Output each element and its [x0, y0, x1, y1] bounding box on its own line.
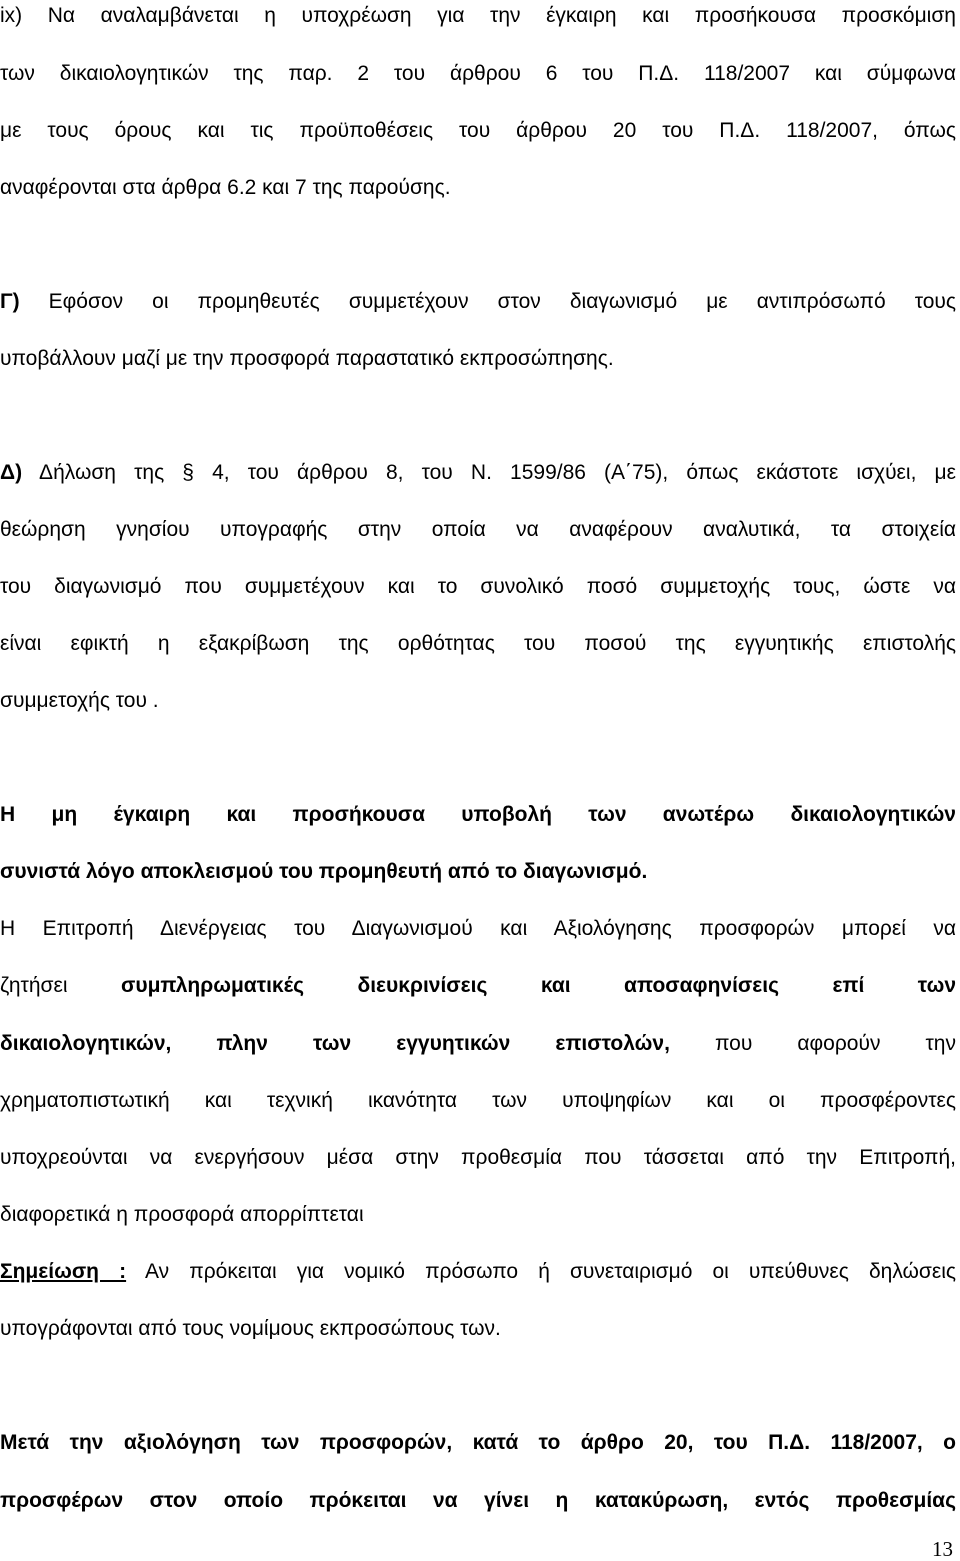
section-d-line-2: θεώρηση γνησίου υπογραφής στην οποία να αναφέρουν αναλυτικά, τα στοιχεία — [0, 518, 956, 541]
committee-line-2-plain: ζητήσει — [0, 974, 121, 997]
section-g-line-1 — [0, 289, 956, 315]
note-line-2: υπογράφονται από τους νομίμους εκπροσώπους των. — [0, 1317, 501, 1340]
note-label: Σημείωση : — [0, 1260, 127, 1283]
committee-line-2-bold: συμπληρωματικές διευκρινίσεις και αποσαφηνίσεις επί των — [120, 974, 956, 997]
committee-line-3 — [0, 1031, 956, 1057]
section-g-text: Εφόσον οι προμηθευτές συμμετέχουν στον διαγωνισμό με αντιπρόσωπό τους — [19, 290, 956, 313]
section-d-text: Δήλωση της § 4, του άρθρου 8, του Ν. 1599/86 (Α΄75), όπως εκάστοτε ισχύει, με — [22, 461, 956, 484]
after-eval-line-2: προσφέρων στον οποίο πρόκειται να γίνει η κατακύρωση, εντός προθεσμίας — [0, 1489, 956, 1512]
committee-line-5: υποχρεούνται να ενεργήσουν μέσα στην προθεσμία που τάσσεται από την Επιτροπή, — [0, 1146, 956, 1169]
section-d-line-4: είναι εφικτή η εξακρίβωση της ορθότητας του ποσού της εγγυητικής επιστολής — [0, 632, 956, 655]
committee-line-2 — [0, 973, 956, 999]
committee-line-1: Η Επιτροπή Διενέργειας του Διαγωνισμού και Αξιολόγησης προσφορών μπορεί να — [0, 917, 956, 940]
item-ix-line-1: ix) Να αναλαμβάνεται η υποχρέωση για την έγκαιρη και προσήκουσα προσκόμιση — [0, 4, 956, 27]
note-text: Αν πρόκειται για νομικό πρόσωπο ή συνεταιρισμό οι υπεύθυνες δηλώσεις — [126, 1260, 957, 1283]
item-ix-line-4: αναφέρονται στα άρθρα 6.2 και 7 της παρούσης. — [0, 176, 451, 199]
after-eval-line-1: Μετά την αξιολόγηση των προσφορών, κατά το άρθρο 20, του Π.Δ. 118/2007, ο — [0, 1431, 956, 1454]
exclusion-line-1: Η μη έγκαιρη και προσήκουσα υποβολή των ανωτέρω δικαιολογητικών — [0, 803, 956, 826]
section-d-line-1 — [0, 460, 956, 486]
exclusion-line-2: συνιστά λόγο αποκλεισμού του προμηθευτή από το διαγωνισμό. — [0, 860, 648, 883]
committee-line-4: χρηματοπιστωτική και τεχνική ικανότητα των υποψηφίων και οι προσφέροντες — [0, 1089, 956, 1112]
section-g-line-2: υποβάλλουν μαζί με την προσφορά παραστατικό εκπροσώπησης. — [0, 347, 614, 370]
item-ix-line-3: με τους όρους και τις προϋποθέσεις του άρθρου 20 του Π.Δ. 118/2007, όπως — [0, 119, 956, 142]
committee-line-3-plain: που αφορούν την — [669, 1032, 956, 1055]
section-g-label: Γ) — [0, 290, 20, 313]
committee-line-3-bold: δικαιολογητικών, πλην των εγγυητικών επιστολών, — [0, 1032, 670, 1055]
section-d-line-5: συμμετοχής του . — [0, 689, 159, 712]
section-d-label: Δ) — [0, 461, 23, 484]
note-line-1 — [0, 1259, 956, 1285]
section-d-line-3: του διαγωνισμό που συμμετέχουν και το συνολικό ποσό συμμετοχής τους, ώστε να — [0, 575, 956, 598]
page-number: 13 — [932, 1537, 953, 1561]
item-ix-line-2: των δικαιολογητικών της παρ. 2 του άρθρου 6 του Π.Δ. 118/2007 και σύμφωνα — [0, 62, 956, 85]
committee-line-6: διαφορετικά η προσφορά απορρίπτεται — [0, 1203, 364, 1226]
